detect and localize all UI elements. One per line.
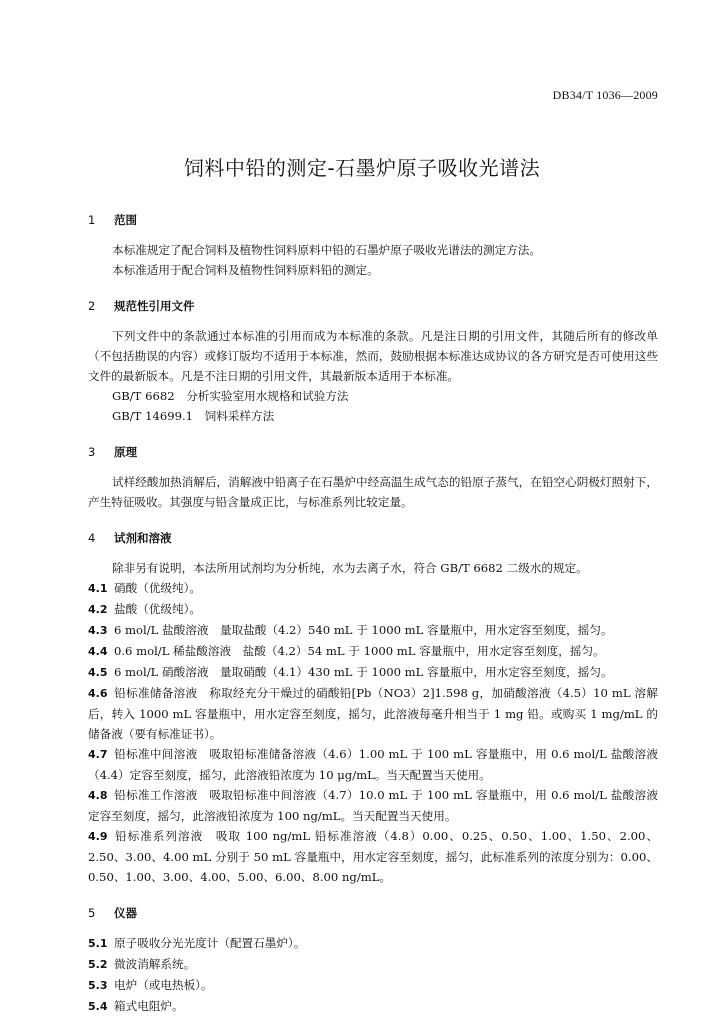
section-heading-reagents xyxy=(88,528,658,548)
section-title: 试剂和溶液 xyxy=(114,531,172,545)
item-number: 4.2 xyxy=(88,603,108,616)
section-heading-principle xyxy=(88,442,658,462)
section-number: 2 xyxy=(88,299,96,313)
section-heading-normative-references xyxy=(88,296,658,316)
section-heading-scope xyxy=(88,210,658,230)
item-number: 5.3 xyxy=(88,979,108,992)
item-text: 铅标准工作溶液 吸取铅标准中间溶液（4.7）10.0 mL 于 100 mL 容量瓶中，用 0.6 mol/L 盐酸溶液定容至刻度，摇匀，此溶液铅浓度为 100 ng/mL。当天配置当天使用。 xyxy=(88,788,658,823)
document-title: 饲料中铅的测定-石墨炉原子吸收光谱法 xyxy=(183,156,541,180)
item-text: 硝酸（优级纯）。 xyxy=(114,581,201,595)
section-title: 规范性引用文件 xyxy=(114,299,195,313)
section-number: 1 xyxy=(88,213,96,227)
scope-paragraph: 本标准规定了配合饲料及植物性饲料原料中铅的石墨炉原子吸收光谱法的测定方法。 xyxy=(112,243,541,257)
reagent-item xyxy=(88,578,658,599)
reference-item: GB/T 6682 分析实验室用水规格和试验方法 xyxy=(112,389,349,403)
section-heading-apparatus xyxy=(88,903,658,923)
reagents-paragraph: 除非另有说明，本法所用试剂均为分析纯，水为去离子水，符合 GB/T 6682 二级水的规定。 xyxy=(112,561,588,575)
item-text: 铅标准中间溶液 吸取铅标准储备溶液（4.6）1.00 mL 于 100 mL 容量瓶中，用 0.6 mol/L 盐酸溶液（4.4）定容至刻度，摇匀，此溶液铅浓度为 10 μg/mL。当天配置当天使用。 xyxy=(88,747,658,782)
item-text: 0.6 mol/L 稀盐酸溶液 盐酸（4.2）54 mL 于 1000 mL 容量瓶中，用水定容至刻度，摇匀。 xyxy=(114,644,605,658)
reagent-item xyxy=(88,744,658,785)
item-text: 盐酸（优级纯）。 xyxy=(114,602,201,616)
section-title: 仪器 xyxy=(114,906,137,920)
item-number: 4.3 xyxy=(88,624,108,637)
item-text: 铅标准储备溶液 称取经充分干燥过的硝酸铅[Pb（NO3）2]1.598 g，加硝酸溶液（4.5）10 mL 溶解后，转入 1000 mL 容量瓶中，用水定容至刻度，摇匀，此溶液每毫升相当于 1 mg 铅。或购买 1 mg/mL 的储备液（要有标准证书）。 xyxy=(88,686,658,741)
item-number: 4.7 xyxy=(88,748,108,761)
section-number: 5 xyxy=(88,906,96,920)
reagent-item xyxy=(88,599,658,620)
reagent-item xyxy=(88,641,658,662)
reagent-item xyxy=(88,683,658,744)
item-text: 6 mol/L 硝酸溶液 量取硝酸（4.1）430 mL 于 1000 mL 容量瓶中，用水定容至刻度，摇匀。 xyxy=(114,665,613,679)
scope-paragraph: 本标准适用于配合饲料及植物性饲料原料铅的测定。 xyxy=(112,263,379,277)
item-number: 5.1 xyxy=(88,937,108,950)
reagent-item xyxy=(88,620,658,641)
item-text: 微波消解系统。 xyxy=(114,957,196,971)
item-text: 6 mol/L 盐酸溶液 量取盐酸（4.2）540 mL 于 1000 mL 容量瓶中，用水定容至刻度，摇匀。 xyxy=(114,623,613,637)
document-code: DB34/T 1036—2009 xyxy=(552,88,658,102)
reagent-item xyxy=(88,826,658,887)
item-number: 4.9 xyxy=(88,830,108,843)
item-number: 5.2 xyxy=(88,958,108,971)
reagent-item xyxy=(88,662,658,683)
item-number: 4.8 xyxy=(88,789,108,802)
apparatus-item xyxy=(88,954,658,975)
references-paragraph: 下列文件中的条款通过本标准的引用而成为本标准的条款。凡是注日期的引用文件，其随后所有的修改单（不包括勘误的内容）或修订版均不适用于本标准，然而，鼓励根据本标准达成协议的各方研究是否可使用这些文件的最新版本。凡是不注日期的引用文件，其最新版本适用于本标准。 xyxy=(88,329,658,383)
item-number: 4.5 xyxy=(88,666,108,679)
item-number: 4.1 xyxy=(88,582,108,595)
section-number: 4 xyxy=(88,531,96,545)
section-number: 3 xyxy=(88,445,96,459)
item-text: 电炉（或电热板）。 xyxy=(114,978,213,992)
section-title: 范围 xyxy=(114,213,137,227)
item-text: 铅标准系列溶液 吸取 100 ng/mL 铅标准溶液（4.8）0.00、0.25、0.50、1.00、1.50、2.00、2.50、3.00、4.00 mL 分别于 50 mL 容量瓶中，用水定容至刻度，摇匀，此标准系列的浓度分别为：0.00、0.50、1.00、3.00、4.00、5.00、6.00、8.00 ng/mL。 xyxy=(88,829,658,884)
apparatus-item xyxy=(88,933,658,954)
item-text: 箱式电阻炉。 xyxy=(114,999,184,1013)
section-title: 原理 xyxy=(114,445,137,459)
item-number: 4.6 xyxy=(88,687,108,700)
reagent-item xyxy=(88,785,658,826)
item-number: 5.4 xyxy=(88,1000,108,1013)
principle-paragraph: 试样经酸加热消解后，消解液中铅离子在石墨炉中经高温生成气态的铅原子蒸气，在铅空心阴极灯照射下，产生特征吸收。其强度与铅含量成正比，与标准系列比较定量。 xyxy=(88,475,658,509)
item-text: 原子吸收分光光度计（配置石墨炉）。 xyxy=(114,936,306,950)
reference-item: GB/T 14699.1 饲料采样方法 xyxy=(112,409,275,423)
item-number: 4.4 xyxy=(88,645,108,658)
apparatus-item xyxy=(88,975,658,996)
document-body xyxy=(88,202,658,1017)
apparatus-item xyxy=(88,996,658,1017)
